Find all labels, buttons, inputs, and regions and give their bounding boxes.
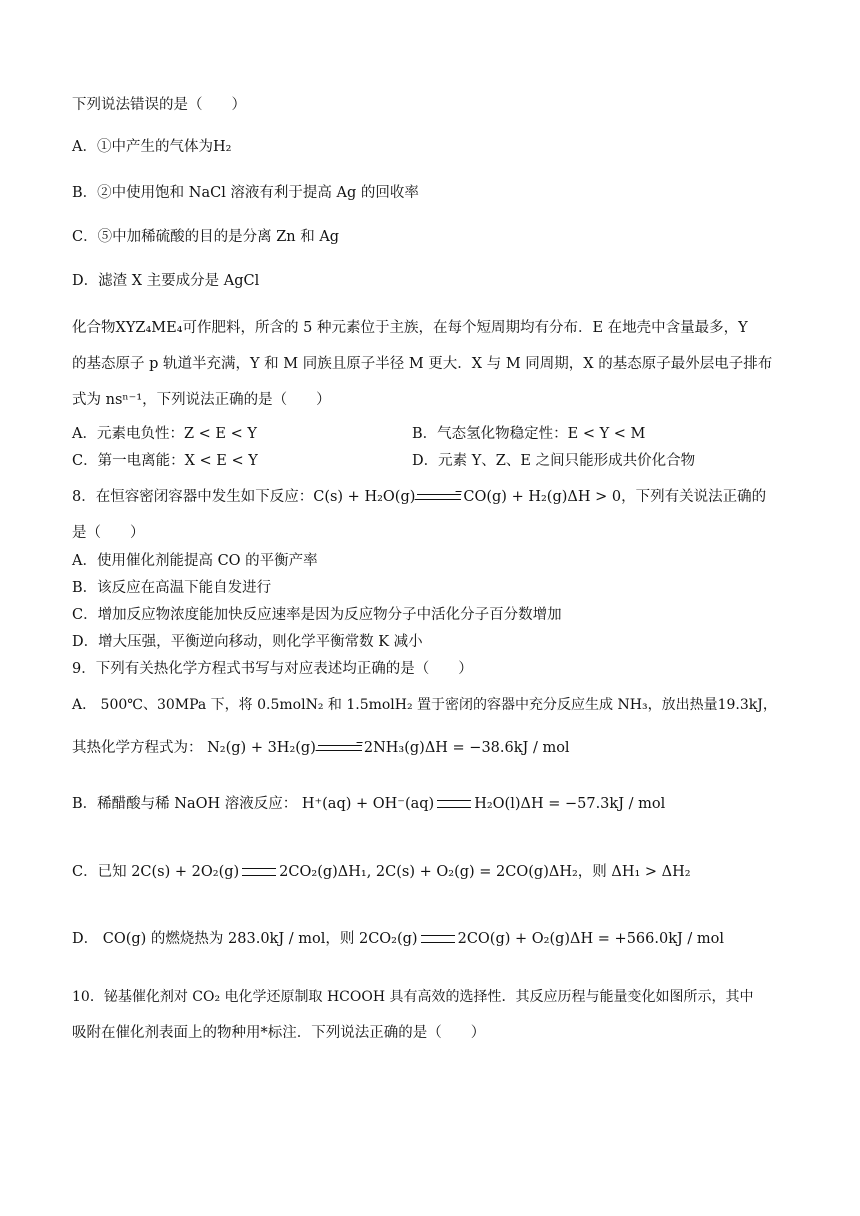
q8-stem-part1: 8．在恒容密闭容器中发生如下反应：C(s) + H₂O(g) — [72, 489, 416, 505]
q9-option-b — [72, 794, 800, 814]
q6-option-b: B．②中使用饱和 NaCl 溶液有利于提高 Ag 的回收率 — [72, 185, 419, 201]
q9-b-part2: H₂O(l)ΔH = −57.3kJ / mol — [474, 796, 666, 812]
q8-option-b: B．该反应在高温下能自发进行 — [72, 580, 272, 596]
q9-c-part1: C．已知 2C(s) + 2O₂(g) — [72, 864, 240, 880]
q7-option-b: B．气态氢化物稳定性：E < Y < M — [412, 426, 646, 442]
equals-sign-icon — [421, 935, 455, 943]
reversible-arrow-icon — [318, 742, 362, 754]
q8-option-d: D．增大压强，平衡逆向移动，则化学平衡常数 K 减小 — [72, 634, 423, 650]
q8-option-a: A．使用催化剂能提高 CO 的平衡产率 — [72, 553, 318, 569]
q7-options-row1 — [72, 424, 800, 444]
q9-option-a-line1: A． 500℃、30MPa 下，将 0.5molN₂ 和 1.5molH₂ 置于密闭的容器中充分反应生成 NH₃，放出热量19.3kJ， — [72, 697, 777, 713]
q9-option-c — [72, 862, 800, 882]
q7-option-a: A．元素电负性：Z < E < Y — [72, 426, 257, 442]
q6-option-c: C．⑤中加稀硫酸的目的是分离 Zn 和 Ag — [72, 229, 340, 245]
q9-d-part2: 2CO(g) + O₂(g)ΔH = +566.0kJ / mol — [457, 931, 725, 947]
equals-sign-icon — [242, 868, 276, 876]
q7-stem-line1: 化合物XYZ₄ME₄可作肥料，所含的 5 种元素位于主族，在每个短周期均有分布．E 在地壳中含量最多，Y — [72, 320, 748, 336]
q6-stem: 下列说法错误的是（ ） — [72, 97, 246, 113]
q7-stem-line2: 的基态原子 p 轨道半充满，Y 和 M 同族且原子半径 M 更大．X 与 M 同周期，X 的基态原子最外层电子排布 — [72, 356, 773, 372]
q7-option-d: D．元素 Y、Z、E 之间只能形成共价化合物 — [412, 453, 696, 469]
q10-stem-line1: 10．铋基催化剂对 CO₂ 电化学还原制取 HCOOH 具有高效的选择性．其反应历程与能量变化如图所示，其中 — [72, 989, 754, 1005]
q9-b-part1: B．稀醋酸与稀 NaOH 溶液反应： H⁺(aq) + OH⁻(aq) — [72, 796, 435, 812]
q10-stem-line2: 吸附在催化剂表面上的物种用*标注．下列说法正确的是（ ） — [72, 1025, 486, 1041]
q7-option-c: C．第一电离能：X < E < Y — [72, 453, 258, 469]
q6-option-a: A．①中产生的气体为H₂ — [72, 139, 232, 155]
q9-option-d — [72, 929, 800, 949]
q7-options-row2 — [72, 451, 800, 471]
q9-a-eq-part2: 2NH₃(g)ΔH = −38.6kJ / mol — [363, 740, 570, 756]
q8-stem-part2: CO(g) + H₂(g)ΔH > 0，下列有关说法正确的 — [463, 489, 767, 505]
q9-c-part2: 2CO₂(g)ΔH₁, 2C(s) + O₂(g) = 2CO(g)ΔH₂，则 ΔH₁ > ΔH₂ — [279, 864, 691, 880]
q8-stem-line1 — [72, 487, 800, 507]
reversible-arrow-icon — [417, 491, 461, 503]
q7-stem-line3: 式为 nsⁿ⁻¹，下列说法正确的是（ ） — [72, 392, 331, 408]
q6-option-d: D．滤渣 X 主要成分是 AgCl — [72, 273, 260, 289]
q9-a-eq-part1: 其热化学方程式为： N₂(g) + 3H₂(g) — [72, 740, 316, 756]
q8-option-c: C．增加反应物浓度能加快反应速率是因为反应物分子中活化分子百分数增加 — [72, 607, 562, 623]
equals-sign-icon — [437, 800, 471, 808]
q8-stem-line2: 是（ ） — [72, 525, 145, 541]
q9-stem: 9．下列有关热化学方程式书写与对应表述均正确的是（ ） — [72, 661, 473, 677]
q9-d-part1: D． CO(g) 的燃烧热为 283.0kJ / mol，则 2CO₂(g) — [72, 931, 418, 947]
q9-option-a-line2 — [72, 738, 800, 758]
